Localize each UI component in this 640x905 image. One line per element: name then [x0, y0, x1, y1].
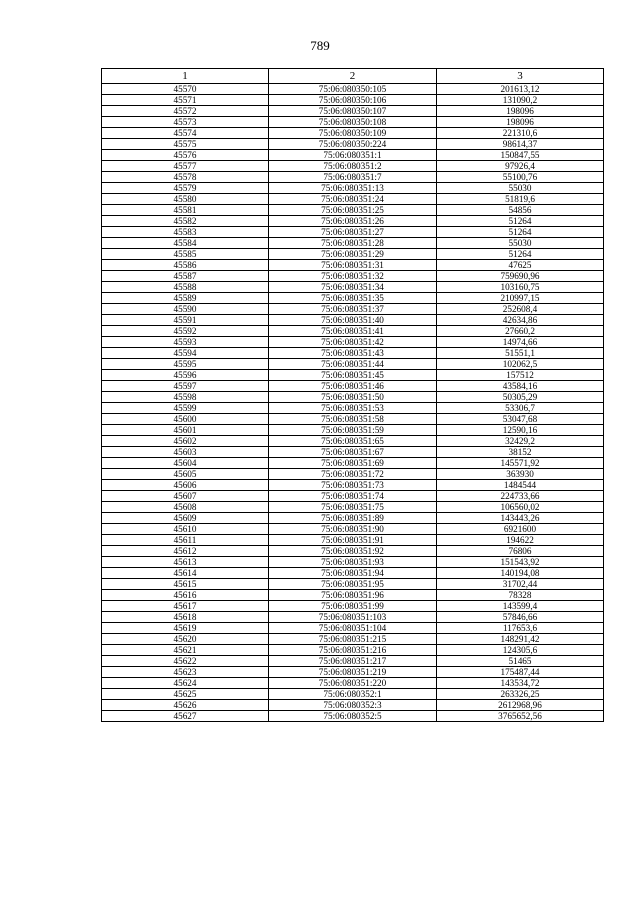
table-row — [102, 403, 604, 414]
table-row — [102, 337, 604, 348]
cadastral-number-cell: 75:06:080351:99 — [269, 601, 437, 612]
value-cell: 210997,15 — [437, 293, 604, 304]
cadastral-number-cell: 75:06:080351:89 — [269, 513, 437, 524]
record-number-cell: 45594 — [102, 348, 269, 359]
table-row — [102, 216, 604, 227]
cadastral-number-cell: 75:06:080352:5 — [269, 711, 437, 722]
record-number-cell: 45612 — [102, 546, 269, 557]
table-row — [102, 623, 604, 634]
value-cell: 124305,6 — [437, 645, 604, 656]
record-number-cell: 45603 — [102, 447, 269, 458]
value-cell: 98614,37 — [437, 139, 604, 150]
table-row — [102, 315, 604, 326]
cadastral-number-cell: 75:06:080351:25 — [269, 205, 437, 216]
record-number-cell: 45570 — [102, 84, 269, 95]
record-number-cell: 45624 — [102, 678, 269, 689]
record-number-cell: 45600 — [102, 414, 269, 425]
value-cell: 57846,66 — [437, 612, 604, 623]
cadastral-number-cell: 75:06:080351:91 — [269, 535, 437, 546]
table-body — [102, 84, 604, 722]
value-cell: 143599,4 — [437, 601, 604, 612]
column-header-3: 3 — [437, 69, 604, 84]
value-cell: 51819,6 — [437, 194, 604, 205]
value-cell: 148291,42 — [437, 634, 604, 645]
table-row — [102, 414, 604, 425]
record-number-cell: 45623 — [102, 667, 269, 678]
value-cell: 78328 — [437, 590, 604, 601]
table-row — [102, 381, 604, 392]
value-cell: 201613,12 — [437, 84, 604, 95]
table-row — [102, 667, 604, 678]
record-number-cell: 45571 — [102, 95, 269, 106]
value-cell: 51264 — [437, 227, 604, 238]
record-number-cell: 45589 — [102, 293, 269, 304]
record-number-cell: 45576 — [102, 150, 269, 161]
value-cell: 32429,2 — [437, 436, 604, 447]
value-cell: 759690,96 — [437, 271, 604, 282]
cadastral-number-cell: 75:06:080350:105 — [269, 84, 437, 95]
cadastral-number-cell: 75:06:080351:27 — [269, 227, 437, 238]
cadastral-number-cell: 75:06:080351:43 — [269, 348, 437, 359]
table-row — [102, 84, 604, 95]
value-cell: 31702,44 — [437, 579, 604, 590]
record-number-cell: 45575 — [102, 139, 269, 150]
cadastral-number-cell: 75:06:080351:96 — [269, 590, 437, 601]
cadastral-number-cell: 75:06:080351:32 — [269, 271, 437, 282]
value-cell: 50305,29 — [437, 392, 604, 403]
cadastral-number-cell: 75:06:080351:28 — [269, 238, 437, 249]
record-number-cell: 45580 — [102, 194, 269, 205]
value-cell: 103160,75 — [437, 282, 604, 293]
cadastral-number-cell: 75:06:080352:1 — [269, 689, 437, 700]
value-cell: 263326,25 — [437, 689, 604, 700]
table-row — [102, 711, 604, 722]
record-number-cell: 45573 — [102, 117, 269, 128]
cadastral-number-cell: 75:06:080351:220 — [269, 678, 437, 689]
record-number-cell: 45613 — [102, 557, 269, 568]
value-cell: 194622 — [437, 535, 604, 546]
cadastral-number-cell: 75:06:080351:35 — [269, 293, 437, 304]
value-cell: 131090,2 — [437, 95, 604, 106]
table-row — [102, 172, 604, 183]
value-cell: 53306,7 — [437, 403, 604, 414]
cadastral-number-cell: 75:06:080351:90 — [269, 524, 437, 535]
table-row — [102, 480, 604, 491]
record-number-cell: 45585 — [102, 249, 269, 260]
record-number-cell: 45614 — [102, 568, 269, 579]
record-number-cell: 45597 — [102, 381, 269, 392]
cadastral-number-cell: 75:06:080351:42 — [269, 337, 437, 348]
record-number-cell: 45577 — [102, 161, 269, 172]
cadastral-number-cell: 75:06:080351:45 — [269, 370, 437, 381]
record-number-cell: 45619 — [102, 623, 269, 634]
record-number-cell: 45604 — [102, 458, 269, 469]
cadastral-number-cell: 75:06:080351:13 — [269, 183, 437, 194]
record-number-cell: 45602 — [102, 436, 269, 447]
table-row — [102, 326, 604, 337]
value-cell: 55100,76 — [437, 172, 604, 183]
table-row — [102, 502, 604, 513]
value-cell: 363930 — [437, 469, 604, 480]
cadastral-number-cell: 75:06:080351:95 — [269, 579, 437, 590]
table-row — [102, 95, 604, 106]
record-number-cell: 45593 — [102, 337, 269, 348]
table-row — [102, 491, 604, 502]
cadastral-number-cell: 75:06:080351:44 — [269, 359, 437, 370]
table-row — [102, 128, 604, 139]
value-cell: 3765652,56 — [437, 711, 604, 722]
table-row — [102, 634, 604, 645]
cadastral-number-cell: 75:06:080351:2 — [269, 161, 437, 172]
value-cell: 143443,26 — [437, 513, 604, 524]
record-number-cell: 45601 — [102, 425, 269, 436]
cadastral-number-cell: 75:06:080352:3 — [269, 700, 437, 711]
record-number-cell: 45584 — [102, 238, 269, 249]
cadastral-number-cell: 75:06:080351:104 — [269, 623, 437, 634]
value-cell: 102062,5 — [437, 359, 604, 370]
value-cell: 157512 — [437, 370, 604, 381]
value-cell: 14974,66 — [437, 337, 604, 348]
record-number-cell: 45595 — [102, 359, 269, 370]
cadastral-number-cell: 75:06:080351:92 — [269, 546, 437, 557]
value-cell: 252608,4 — [437, 304, 604, 315]
cadastral-number-cell: 75:06:080351:58 — [269, 414, 437, 425]
record-number-cell: 45627 — [102, 711, 269, 722]
cadastral-number-cell: 75:06:080351:219 — [269, 667, 437, 678]
cadastral-number-cell: 75:06:080350:224 — [269, 139, 437, 150]
value-cell: 42634,86 — [437, 315, 604, 326]
table-row — [102, 513, 604, 524]
cadastral-number-cell: 75:06:080351:50 — [269, 392, 437, 403]
table-row — [102, 271, 604, 282]
table-row — [102, 546, 604, 557]
record-number-cell: 45605 — [102, 469, 269, 480]
table-row — [102, 370, 604, 381]
page-number: 789 — [310, 38, 330, 53]
value-cell: 51264 — [437, 216, 604, 227]
cadastral-number-cell: 75:06:080351:24 — [269, 194, 437, 205]
table-row — [102, 392, 604, 403]
record-number-cell: 45586 — [102, 260, 269, 271]
value-cell: 150847,55 — [437, 150, 604, 161]
record-number-cell: 45578 — [102, 172, 269, 183]
record-number-cell: 45583 — [102, 227, 269, 238]
table-row — [102, 469, 604, 480]
record-number-cell: 45626 — [102, 700, 269, 711]
record-number-cell: 45611 — [102, 535, 269, 546]
table-row — [102, 194, 604, 205]
table-row — [102, 150, 604, 161]
column-header-2: 2 — [269, 69, 437, 84]
cadastral-number-cell: 75:06:080351:37 — [269, 304, 437, 315]
cadastral-number-cell: 75:06:080351:94 — [269, 568, 437, 579]
record-number-cell: 45579 — [102, 183, 269, 194]
value-cell: 43584,16 — [437, 381, 604, 392]
cadastral-number-cell: 75:06:080350:106 — [269, 95, 437, 106]
cadastral-number-cell: 75:06:080351:217 — [269, 656, 437, 667]
header-row — [102, 69, 604, 84]
record-number-cell: 45590 — [102, 304, 269, 315]
record-number-cell: 45607 — [102, 491, 269, 502]
table-row — [102, 282, 604, 293]
cadastral-number-cell: 75:06:080351:93 — [269, 557, 437, 568]
table-row — [102, 139, 604, 150]
value-cell: 54856 — [437, 205, 604, 216]
record-number-cell: 45610 — [102, 524, 269, 535]
record-number-cell: 45596 — [102, 370, 269, 381]
table-row — [102, 183, 604, 194]
value-cell: 117653,6 — [437, 623, 604, 634]
table-row — [102, 293, 604, 304]
table-row — [102, 579, 604, 590]
cadastral-number-cell: 75:06:080351:41 — [269, 326, 437, 337]
cadastral-number-cell: 75:06:080351:59 — [269, 425, 437, 436]
table-row — [102, 645, 604, 656]
cadastral-number-cell: 75:06:080351:69 — [269, 458, 437, 469]
table-row — [102, 205, 604, 216]
table-row — [102, 260, 604, 271]
table-row — [102, 568, 604, 579]
record-number-cell: 45591 — [102, 315, 269, 326]
table-row — [102, 700, 604, 711]
table-row — [102, 227, 604, 238]
table-row — [102, 601, 604, 612]
value-cell: 224733,66 — [437, 491, 604, 502]
value-cell: 97926,4 — [437, 161, 604, 172]
column-header-1: 1 — [102, 69, 269, 84]
record-number-cell: 45615 — [102, 579, 269, 590]
cadastral-number-cell: 75:06:080351:29 — [269, 249, 437, 260]
table-row — [102, 249, 604, 260]
value-cell: 140194,08 — [437, 568, 604, 579]
value-cell: 76806 — [437, 546, 604, 557]
record-number-cell: 45618 — [102, 612, 269, 623]
record-number-cell: 45587 — [102, 271, 269, 282]
table-row — [102, 238, 604, 249]
cadastral-number-cell: 75:06:080351:1 — [269, 150, 437, 161]
value-cell: 198096 — [437, 106, 604, 117]
table-row — [102, 106, 604, 117]
table-row — [102, 590, 604, 601]
record-number-cell: 45625 — [102, 689, 269, 700]
table-header — [102, 69, 604, 84]
value-cell: 47625 — [437, 260, 604, 271]
value-cell: 221310,6 — [437, 128, 604, 139]
table-row — [102, 689, 604, 700]
cadastral-number-cell: 75:06:080351:72 — [269, 469, 437, 480]
record-number-cell: 45581 — [102, 205, 269, 216]
value-cell: 2612968,96 — [437, 700, 604, 711]
value-cell: 51551,1 — [437, 348, 604, 359]
cadastral-number-cell: 75:06:080350:108 — [269, 117, 437, 128]
record-number-cell: 45598 — [102, 392, 269, 403]
table-row — [102, 557, 604, 568]
cadastral-number-cell: 75:06:080351:34 — [269, 282, 437, 293]
value-cell: 1484544 — [437, 480, 604, 491]
record-number-cell: 45592 — [102, 326, 269, 337]
cadastral-number-cell: 75:06:080351:73 — [269, 480, 437, 491]
record-number-cell: 45608 — [102, 502, 269, 513]
table-row — [102, 458, 604, 469]
record-number-cell: 45616 — [102, 590, 269, 601]
cadastral-number-cell: 75:06:080351:75 — [269, 502, 437, 513]
table-row — [102, 436, 604, 447]
value-cell: 51264 — [437, 249, 604, 260]
table-row — [102, 161, 604, 172]
table-row — [102, 425, 604, 436]
value-cell: 151543,92 — [437, 557, 604, 568]
value-cell: 143534,72 — [437, 678, 604, 689]
table-row — [102, 535, 604, 546]
value-cell: 55030 — [437, 238, 604, 249]
record-number-cell: 45588 — [102, 282, 269, 293]
value-cell: 51465 — [437, 656, 604, 667]
record-number-cell: 45582 — [102, 216, 269, 227]
cadastral-number-cell: 75:06:080351:74 — [269, 491, 437, 502]
cadastral-number-cell: 75:06:080351:7 — [269, 172, 437, 183]
record-number-cell: 45599 — [102, 403, 269, 414]
cadastral-number-cell: 75:06:080351:53 — [269, 403, 437, 414]
record-number-cell: 45620 — [102, 634, 269, 645]
cadastral-number-cell: 75:06:080351:26 — [269, 216, 437, 227]
table-row — [102, 117, 604, 128]
record-number-cell: 45574 — [102, 128, 269, 139]
value-cell: 106560,02 — [437, 502, 604, 513]
value-cell: 6921600 — [437, 524, 604, 535]
table-row — [102, 359, 604, 370]
cadastral-number-cell: 75:06:080351:40 — [269, 315, 437, 326]
value-cell: 198096 — [437, 117, 604, 128]
cadastral-number-cell: 75:06:080351:67 — [269, 447, 437, 458]
cadastral-number-cell: 75:06:080351:103 — [269, 612, 437, 623]
record-number-cell: 45609 — [102, 513, 269, 524]
value-cell: 38152 — [437, 447, 604, 458]
cadastral-number-cell: 75:06:080351:46 — [269, 381, 437, 392]
table-row — [102, 656, 604, 667]
table-row — [102, 678, 604, 689]
record-number-cell: 45572 — [102, 106, 269, 117]
cadastral-number-cell: 75:06:080350:107 — [269, 106, 437, 117]
cadastral-number-cell: 75:06:080351:215 — [269, 634, 437, 645]
table-row — [102, 447, 604, 458]
record-number-cell: 45622 — [102, 656, 269, 667]
value-cell: 27660,2 — [437, 326, 604, 337]
table-row — [102, 612, 604, 623]
cadastral-number-cell: 75:06:080351:31 — [269, 260, 437, 271]
table-row — [102, 348, 604, 359]
value-cell: 53047,68 — [437, 414, 604, 425]
cadastral-number-cell: 75:06:080351:216 — [269, 645, 437, 656]
value-cell: 55030 — [437, 183, 604, 194]
value-cell: 145571,92 — [437, 458, 604, 469]
table-row — [102, 304, 604, 315]
registry-table — [101, 68, 604, 722]
value-cell: 12590,16 — [437, 425, 604, 436]
cadastral-number-cell: 75:06:080350:109 — [269, 128, 437, 139]
value-cell: 175487,44 — [437, 667, 604, 678]
record-number-cell: 45606 — [102, 480, 269, 491]
record-number-cell: 45621 — [102, 645, 269, 656]
cadastral-number-cell: 75:06:080351:65 — [269, 436, 437, 447]
table-row — [102, 524, 604, 535]
record-number-cell: 45617 — [102, 601, 269, 612]
